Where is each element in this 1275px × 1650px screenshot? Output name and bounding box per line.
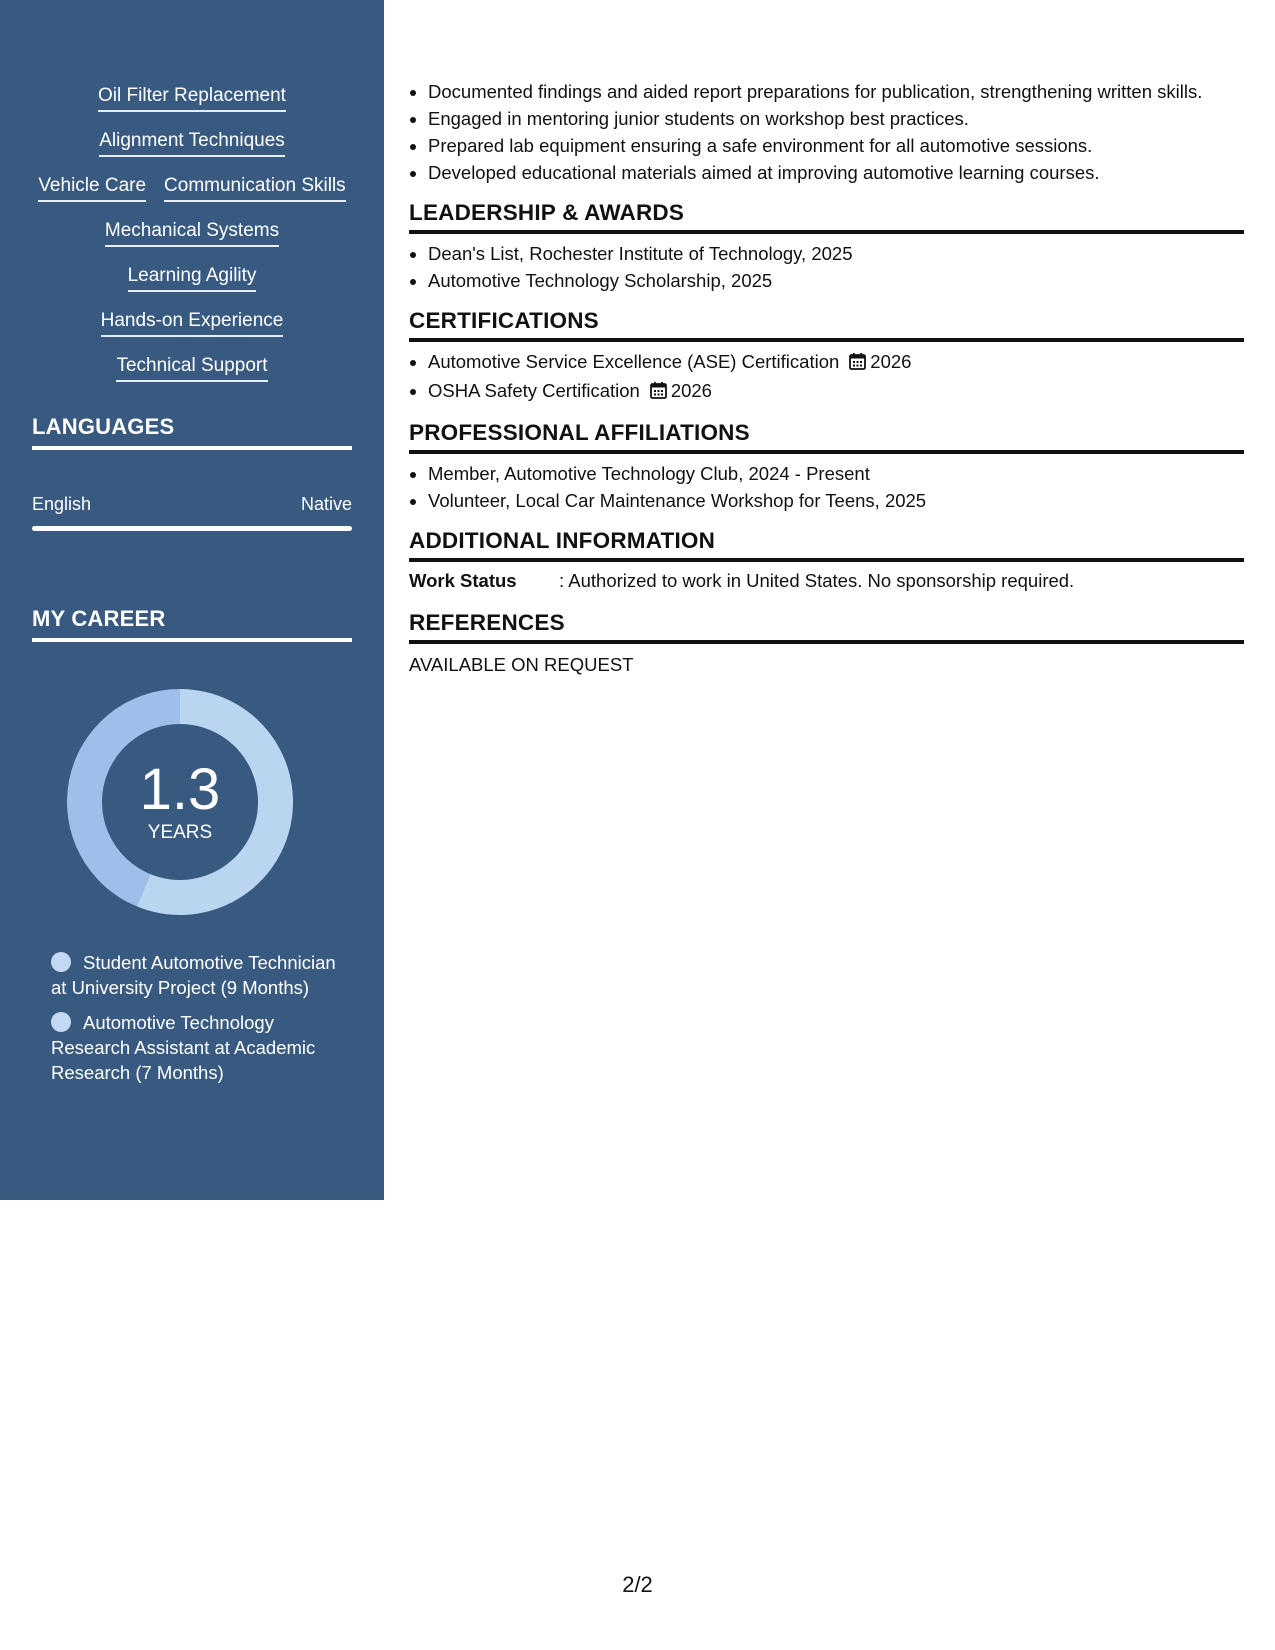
skills-list [0,84,384,399]
certification-item [428,377,1244,406]
certifications-list [409,348,1244,406]
calendar-icon [650,379,667,406]
certification-item [428,348,1244,377]
skill-tag: Technical Support [116,354,267,382]
work-status-value: : Authorized to work in United States. No sponsorship required. [559,570,1075,591]
skill-tag: Vehicle Care [38,174,146,202]
affiliations-list [409,460,1244,514]
certification-year: 2026 [870,351,912,372]
experience-bullet: • Developed educational materials aimed at improving automotive learning courses. [428,159,1244,186]
experience-bullet: • Documented findings and aided report preparations for publication, strengthening written skills. [428,78,1244,105]
references-heading: REFERENCES [409,610,1244,644]
language-name: English [32,494,92,514]
calendar-icon [849,350,866,377]
sidebar [0,0,384,1200]
leadership-item: • Automotive Technology Scholarship, 2025 [428,267,1244,294]
career-bullet-icon [51,952,71,972]
career-item [51,1010,341,1085]
skill-tag: Hands-on Experience [101,309,284,337]
skill-tag: Learning Agility [128,264,257,292]
experience-bullets [409,78,1244,186]
language-proficiency-bar [32,526,352,531]
certifications-heading: CERTIFICATIONS [409,308,1244,342]
skill-row [0,264,384,292]
certification-year: 2026 [670,380,712,401]
languages-heading: LANGUAGES [32,414,352,450]
career-list [51,950,341,1095]
work-status-label: Work Status [409,570,517,591]
career-heading: MY CAREER [32,606,352,642]
affiliation-item: • Member, Automotive Technology Club, 2024 - Present [428,460,1244,487]
skill-row [0,354,384,382]
skill-tag: Alignment Techniques [99,129,285,157]
skill-row [0,219,384,247]
experience-bullet: • Prepared lab equipment ensuring a safe environment for all automotive sessions. [428,132,1244,159]
skill-row [0,309,384,337]
career-item [51,950,341,1000]
certification-name: Automotive Service Excellence (ASE) Certification [428,351,840,372]
career-item-text: Student Automotive Technician at University Project (9 Months) [51,952,336,998]
experience-bullet: • Engaged in mentoring junior students on workshop best practices. [428,105,1244,132]
career-total-unit: YEARS [147,822,213,843]
leadership-list [409,240,1244,294]
skill-tag: Mechanical Systems [105,219,279,247]
skill-row [0,84,384,112]
additional-info-heading: ADDITIONAL INFORMATION [409,528,1244,562]
skill-tag: Communication Skills [164,174,346,202]
leadership-heading: LEADERSHIP & AWARDS [409,200,1244,234]
career-total-years: 1.3 [139,757,221,822]
language-row [32,494,352,515]
skill-row [0,129,384,157]
page-number: 2/2 [622,1572,653,1597]
certification-name: OSHA Safety Certification [428,380,640,401]
skill-tag: Oil Filter Replacement [98,84,286,112]
affiliation-item: • Volunteer, Local Car Maintenance Workshop for Teens, 2025 [428,487,1244,514]
leadership-item: • Dean's List, Rochester Institute of Technology, 2025 [428,240,1244,267]
career-item-text: Automotive Technology Research Assistant at Academic Research (7 Months) [51,1012,316,1083]
references-text: AVAILABLE ON REQUEST [409,654,634,675]
work-status-row [409,568,1244,594]
career-bullet-icon [51,1012,71,1032]
affiliations-heading: PROFESSIONAL AFFILIATIONS [409,420,1244,454]
skill-row [0,174,384,202]
language-level: Native [300,494,352,514]
main-content [409,78,1244,678]
